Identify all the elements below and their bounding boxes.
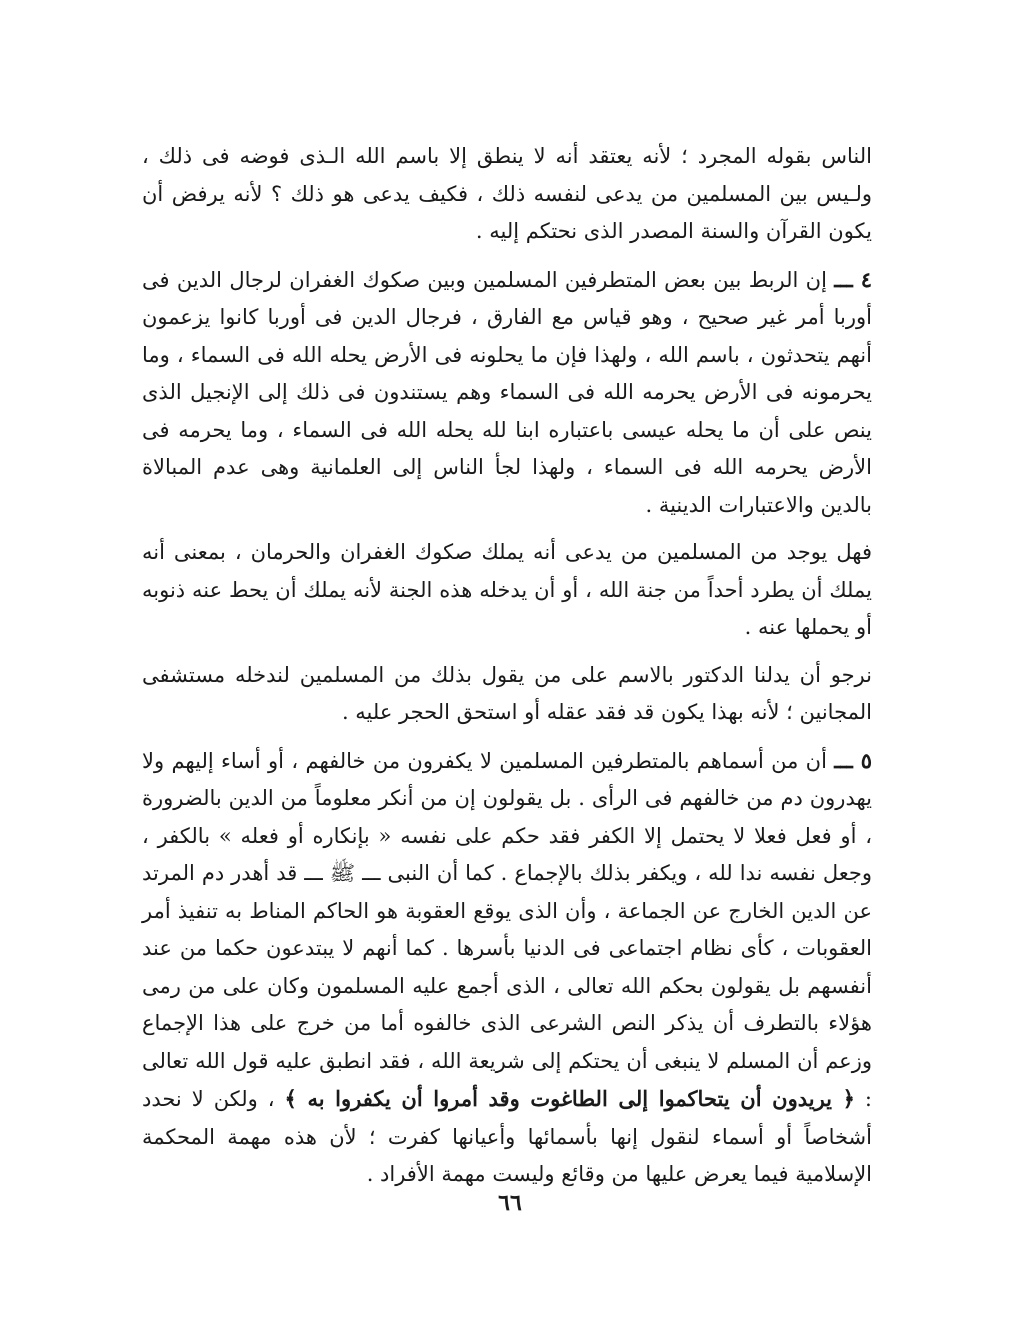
paragraph-3 [142, 534, 872, 647]
item-number: ٤ ـــ [834, 266, 872, 292]
paragraph-item-4 [142, 261, 872, 525]
body-text [142, 138, 872, 1204]
paragraph-text-after: ، ولكن لا نحدد أشخاصاً أو أسماء لنقول إنها بأسمائها وأعيانها كفرت ؛ لأن هذه مهمة المحكمة الإسلامية فيما يعرض عليها من وقائع وليست مهمة الأفراد . [142, 1087, 872, 1186]
paragraph-1 [142, 138, 872, 251]
quran-verse: ﴿ يريدون أن يتحاكموا إلى الطاغوت وقد أمروا أن يكفروا به ﴾ [284, 1086, 855, 1111]
paragraph-text: نرجو أن يدلنا الدكتور بالاسم على من يقول بذلك من المسلمين لندخله مستشفى المجانين ؛ لأنه بهذا يكون قد فقد عقله أو استحق الحجر عليه . [142, 662, 872, 724]
page-number: ٦٦ [498, 1190, 522, 1216]
paragraph-text: فهل يوجد من المسلمين من يدعى أنه يملك صكوك الغفران والحرمان ، بمعنى أنه يملك أن يطرد أحداً من جنة الله ، أو أن يدخله هذه الجنة لأنه يملك أن يحط عنه ذنوبه أو يحملها عنه . [142, 540, 872, 639]
item-number: ٥ ـــ [834, 747, 872, 773]
paragraph-text: إن الربط بين بعض المتطرفين المسلمين وبين صكوك الغفران لرجال الدين فى أوربا أمر غير صحيح ، وهو قياس مع الفارق ، فرجال الدين فى أوربا كانوا يزعمون أنهم يتحدثون ، باسم الله ، ولهذا فإن ما يحلونه فى الأرض يحله الله فى السماء ، وما يحرمونه فى الأرض يحرمه الله فى السماء وهم يستندون فى ذلك إلى الإنجيل الذى ينص على أن ما يحله عيسى باعتباره ابنا لله يحله الله فى السماء ، وما يحرمه فى الأرض يحرمه الله فى السماء ، ولهذا لجأ الناس إلى العلمانية وهى عدم المبالاة بالدين والاعتبارات الدينية . [142, 267, 872, 517]
paragraph-text: الناس بقوله المجرد ؛ لأنه يعتقد أنه لا ينطق إلا باسم الله الـذى فوضه فى ذلك ، ولـيس بين المسلمين من يدعى لنفسه ذلك ، فكيف يدعى هو ذلك ؟ لأنه يرفض أن يكون القرآن والسنة المصدر الذى نحتكم إليه . [142, 144, 872, 243]
paragraph-item-5 [142, 742, 872, 1194]
paragraph-4 [142, 657, 872, 732]
paragraph-text: أن من أسماهم بالمتطرفين المسلمين لا يكفرون من خالفهم ، أو أساء إليهم ولا يهدرون دم من خالفهم فى الرأى . بل يقولون إن من أنكر معلوماً من الدين بالضرورة ، أو فعل فعلا لا يحتمل إلا الكفر فقد حكم على نفسه « بإنكاره أو فعله » بالكفر ، وجعل نفسه ندا لله ، ويكفر بذلك بالإجماع . كما أن النبى ـــ ﷺ ـــ قد أهدر دم المرتد عن الدين الخارج عن الجماعة ، وأن الذى يوقع العقوبة هو الحاكم المناط به تنفيذ أمر العقوبات ، كأى نظام اجتماعى فى الدنيا بأسرها . كما أنهم لا يبتدعون حكما من عند أنفسهم بل يقولون بحكم الله تعالى ، الذى أجمع عليه المسلمون وكان على من رمى هؤلاء بالتطرف أن يذكر النص الشرعى الذى خالفوه أما من خرج على هذا الإجماع وزعم أن المسلم لا ينبغى أن يحتكم إلى شريعة الله ، فقد انطبق عليه قول الله تعالى : [142, 748, 872, 1111]
